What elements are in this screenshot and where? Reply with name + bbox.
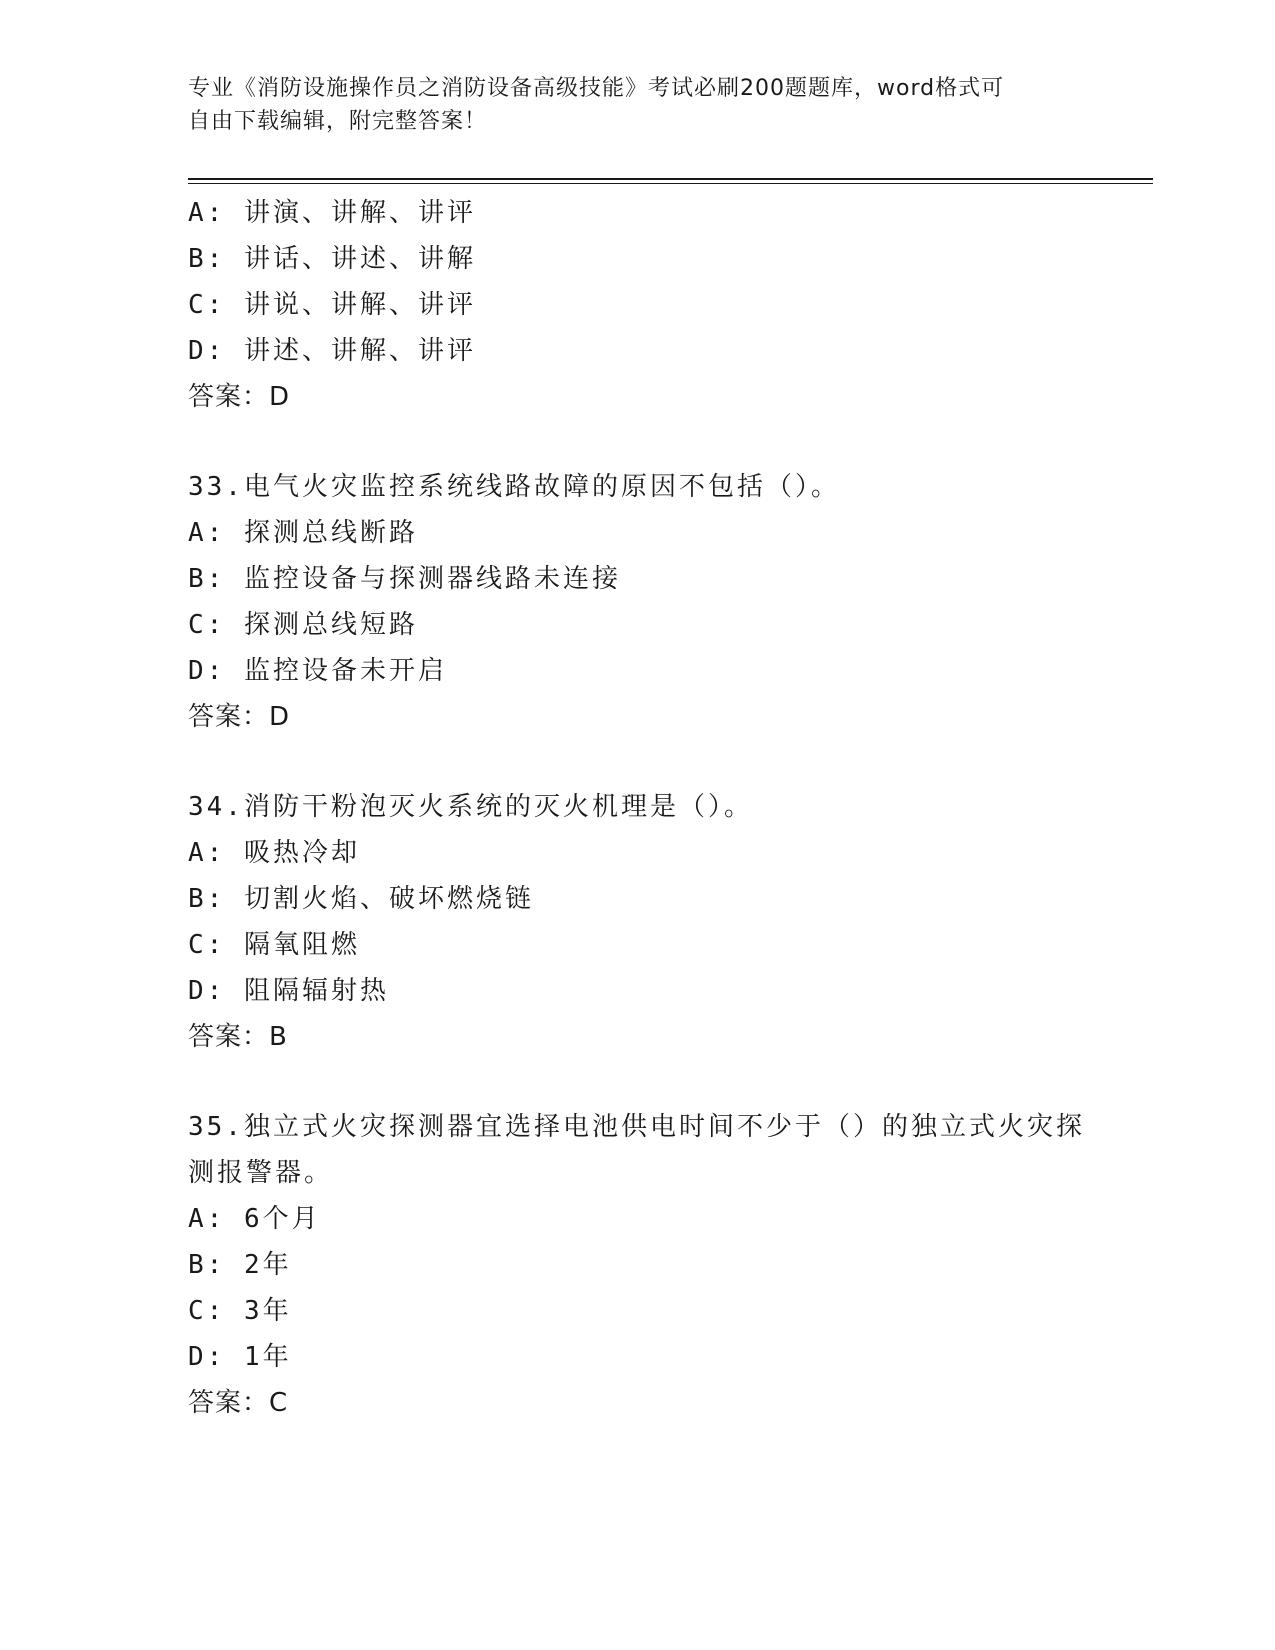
answer-line: 答案：B [188, 1022, 288, 1052]
option-c: C: 隔氧阻燃 [188, 930, 360, 960]
question-list [188, 190, 1128, 1426]
option-a: A: 探测总线断路 [188, 518, 418, 548]
option-c: C: 探测总线短路 [188, 610, 418, 640]
option-b: B: 切割火焰、破坏燃烧链 [188, 884, 534, 914]
header-title-line-2: 自由下载编辑，附完整答案！ [188, 109, 488, 134]
question-block-35 [188, 1104, 1128, 1426]
option-c: C: 3年 [188, 1296, 292, 1326]
option-d: D: 监控设备未开启 [188, 656, 447, 686]
option-a: A: 讲演、讲解、讲评 [188, 198, 476, 228]
option-c: C: 讲说、讲解、讲评 [188, 290, 476, 320]
question-block-34 [188, 784, 1128, 1060]
option-d: D: 阻隔辐射热 [188, 976, 389, 1006]
question-block-33 [188, 464, 1128, 740]
question-block-32 [188, 190, 1128, 420]
answer-line: 答案：D [188, 382, 291, 412]
spacer [188, 740, 1128, 784]
document-header [188, 72, 1068, 138]
question-text: 34.消防干粉泡灭火系统的灭火机理是（）。 [188, 792, 753, 822]
question-text-line-2: 测报警器。 [188, 1158, 334, 1188]
header-divider-thin [188, 183, 1153, 184]
option-a: A: 6个月 [188, 1204, 321, 1234]
answer-line: 答案：C [188, 1388, 289, 1418]
answer-line: 答案：D [188, 702, 291, 732]
question-text: 33.电气火灾监控系统线路故障的原因不包括（）。 [188, 472, 840, 502]
option-b: B: 讲话、讲述、讲解 [188, 244, 476, 274]
spacer [188, 420, 1128, 464]
header-title-line-1: 专业《消防设施操作员之消防设备高级技能》考试必刷200题题库，word格式可 [188, 76, 1005, 101]
option-d: D: 讲述、讲解、讲评 [188, 336, 476, 366]
option-d: D: 1年 [188, 1342, 292, 1372]
header-divider-thick [188, 178, 1153, 180]
spacer [188, 1060, 1128, 1104]
option-a: A: 吸热冷却 [188, 838, 360, 868]
option-b: B: 2年 [188, 1250, 292, 1280]
option-b: B: 监控设备与探测器线路未连接 [188, 564, 621, 594]
question-text-line-1: 35.独立式火灾探测器宜选择电池供电时间不少于（）的独立式火灾探 [188, 1112, 1085, 1142]
